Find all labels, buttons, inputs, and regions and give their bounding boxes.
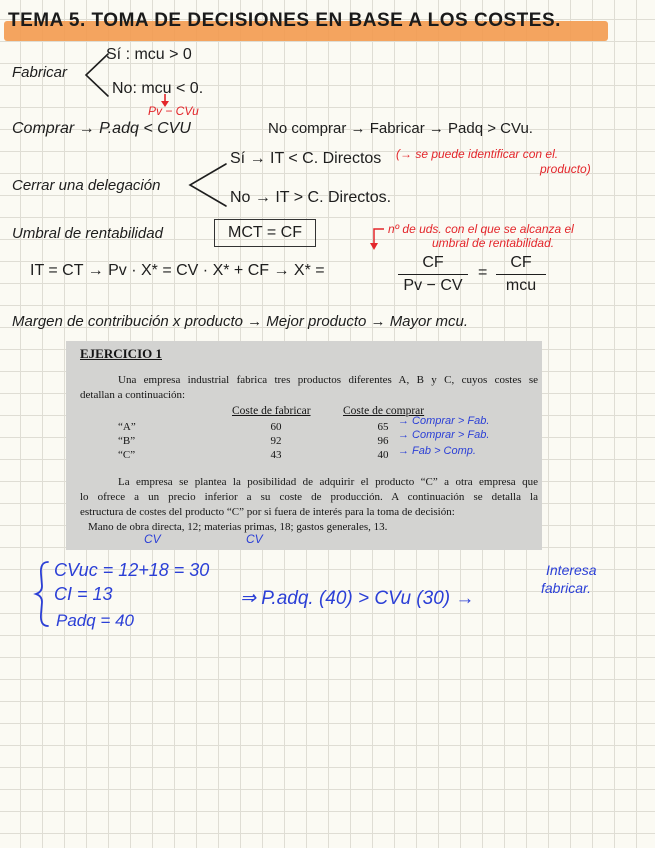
equation-equals: =: [478, 264, 488, 281]
cv-mark: CV: [246, 532, 263, 546]
table-cell-comprar: 96: [377, 435, 389, 447]
fraction-numerator: CF: [422, 254, 444, 271]
fraction-bar: [398, 274, 468, 275]
umbral-formula-box: MCT = CF: [214, 219, 316, 247]
solution-line: CI = 13: [54, 584, 113, 604]
cerrar-label: Cerrar una delegación: [12, 177, 161, 194]
no-comprar-rule: No comprar → Fabricar → Padq > CVu.: [268, 120, 533, 137]
exercise-body-line: estructura de costes del producto “C” por si fuera de interés para la toma de decisión:: [80, 506, 455, 518]
table-cell-fabricar: 43: [270, 449, 282, 461]
cerrar-no: No → IT > C. Directos.: [230, 189, 392, 206]
comprar-rule: Comprar → P.adq < CVU: [12, 120, 191, 137]
table-cell-comprar: 40: [377, 449, 389, 461]
table-row-note: → Comprar > Fab.: [398, 415, 490, 427]
solution-line: Padq = 40: [56, 611, 134, 630]
table-cell-fabricar: 60: [270, 421, 282, 433]
solution-result-line1: Interesa: [546, 562, 597, 578]
equation-lhs: IT = CT → Pv · X* = CV · X* + CF → X* =: [30, 262, 325, 279]
exercise-body-line: Mano de obra directa, 12; materias primas, 18; gastos generales, 13.: [88, 521, 388, 533]
table-row-note: → Comprar > Fab.: [398, 429, 490, 441]
exercise-intro-line: Una empresa industrial fabrica tres productos diferentes A, B y C, cuyos costes se: [118, 374, 538, 386]
table-cell-comprar: 65: [377, 421, 389, 433]
table-row-label: “C”: [118, 449, 136, 461]
cerrar-note-line1: (→ se puede identificar con el.: [396, 147, 559, 161]
umbral-note-line2: umbral de rentabilidad.: [432, 236, 555, 250]
bracket-fabricar-icon: [86, 54, 108, 96]
page-title: TEMA 5. TOMA DE DECISIONES EN BASE A LOS COSTES.: [8, 10, 561, 31]
exercise-body-line: La empresa se plantea la posibilidad de adquirir el producto “C” a otra empresa que: [118, 476, 538, 488]
solution-result-line2: fabricar.: [541, 580, 592, 596]
table-header-comprar: Coste de comprar: [343, 405, 425, 417]
exercise-body-line: lo ofrece a un precio inferior a su coste de producción. A continuación se detalla la: [80, 491, 538, 503]
margen-line: Margen de contribución x producto → Mejor producto → Mayor mcu.: [12, 313, 469, 330]
fraction-denominator: mcu: [505, 277, 537, 294]
corner-arrow-icon: [370, 229, 384, 250]
fraction-cf-over-pv-cv: [398, 254, 468, 295]
fraction-cf-over-mcu: [496, 254, 546, 295]
fraction-denominator: Pv − CV: [403, 277, 463, 294]
fraction-bar: [496, 274, 546, 275]
cv-mark: CV: [144, 532, 161, 546]
fabricar-no: No: mcu < 0.: [112, 80, 204, 97]
table-row-label: “B”: [118, 435, 136, 447]
table-cell-fabricar: 92: [270, 435, 282, 447]
fabricar-label: Fabricar: [12, 64, 68, 81]
fraction-numerator: CF: [510, 254, 532, 271]
fabricar-note: Pv − CVu: [148, 104, 199, 118]
table-header-fabricar: Coste de fabricar: [232, 405, 311, 417]
bracket-cerrar-icon: [190, 164, 226, 206]
solution-conclusion: ⇒ P.adq. (40) > CVu (30) →: [240, 588, 475, 609]
exercise-scan: [66, 341, 542, 550]
umbral-label: Umbral de rentabilidad: [12, 225, 163, 242]
fabricar-si: Sí : mcu > 0: [106, 46, 192, 63]
cerrar-si: Sí → IT < C. Directos: [230, 150, 382, 167]
table-row-label: “A”: [118, 421, 136, 433]
umbral-note-line1: nº de uds. con el que se alcanza el: [388, 222, 574, 236]
curly-brace-icon: [36, 562, 48, 626]
exercise-intro-line: detallan a continuación:: [80, 389, 186, 401]
solution-line: CVuc = 12+18 = 30: [54, 560, 210, 580]
table-row-note: → Fab > Comp.: [398, 445, 476, 457]
cerrar-note-line2: producto): [540, 162, 591, 176]
exercise-heading: EJERCICIO 1: [80, 346, 162, 361]
